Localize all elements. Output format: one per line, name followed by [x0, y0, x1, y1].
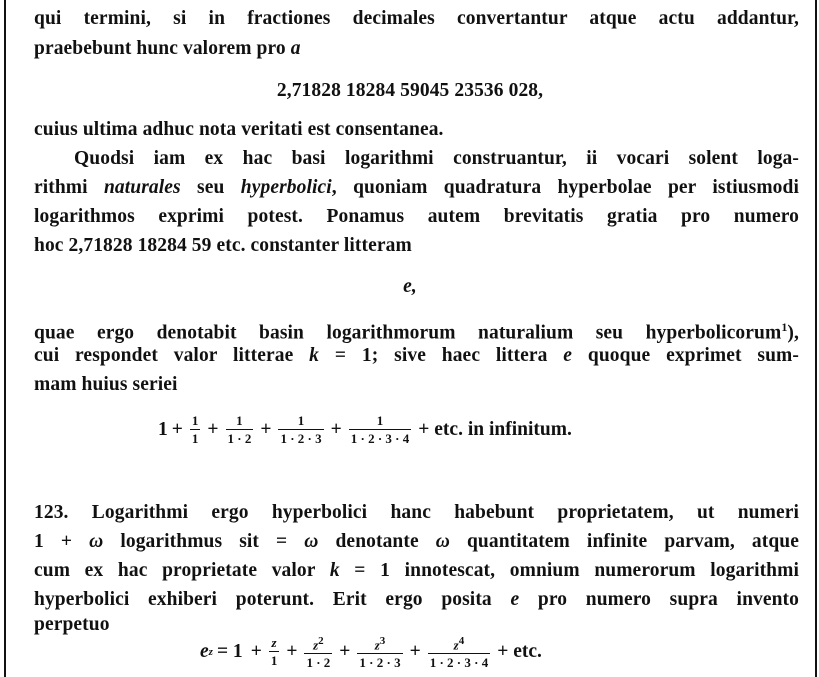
text-line-2: praebebunt hunc valorem pro a	[34, 38, 301, 59]
e-value-line: 2,71828 18284 59045 23536 028,	[276, 80, 544, 101]
text-line-8: quae ergo denotabit basin logarithmorum naturalium seu hyperbolicorum$^1$),	[34, 320, 799, 344]
series1-lead: 1	[158, 419, 168, 440]
series1-term-2: $\frac{1}{1 \cdot 2}$	[227, 413, 252, 446]
series2-term-3: $\frac{z^3}{1 \cdot 2 \cdot 3}$	[359, 635, 401, 671]
series-formula-2: e z = 1 + $\frac{z}{1}$ + $\frac{z^2}{1 \cdot 2}$ + $\frac{z^3}{1 \cdot 2 \cdot 3}$ + $\frac{z^4}{1 \cdot 2 \cdot 3 \cdot 4}$ + etc.	[200, 635, 542, 671]
e-symbol-line: e,	[403, 276, 417, 297]
text-line-6: logarithmos exprimi potest. Ponamus autem brevitatis gratia pro numero	[34, 206, 799, 227]
paragraph-123-line-1: 123. Logarithmi ergo hyperbolici hanc habebunt proprietatem, ut numeri	[34, 502, 799, 523]
series-formula-1: 1 + $\frac{1}{1}$ + $\frac{1}{1 \cdot 2}$ + $\frac{1}{1 \cdot 2 \cdot 3}$ + $\frac{1}{1 \cdot 2 \cdot 3 \cdot 4}$ + etc. in infinitum.	[158, 413, 572, 446]
page-border-left	[4, 0, 6, 677]
series2-term-4: $\frac{z^4}{1 \cdot 2 \cdot 3 \cdot 4}$	[429, 635, 489, 671]
page-border-right	[815, 0, 817, 677]
text-line-9: cui respondet valor litterae k = 1; sive haec littera e quoque exprimet sum-	[34, 345, 799, 366]
paragraph-123-line-2: 1 + ω logarithmus sit = ω denotante ω quantitatem infinite parvam, atque	[34, 531, 800, 552]
text-line-5: rithmi naturales seu hyperbolici, quoniam quadratura hyperbolae per istiusmodi	[34, 177, 799, 198]
text-line-4: Quodsi iam ex hac basi logarithmi construantur, ii vocari solent loga-	[74, 148, 799, 169]
paragraph-123-line-4: hyperbolici exhiberi poterunt. Erit ergo posita e pro numero supra invento	[34, 589, 800, 610]
series2-term-1: $\frac{z}{1}$	[270, 635, 278, 669]
text-line-1: qui termini, si in fractiones decimales convertantur atque actu addantur,	[34, 8, 799, 29]
series1-tail: + etc. in infinitum.	[418, 419, 572, 440]
paragraph-123-line-5: perpetuo	[34, 614, 110, 635]
series2-tail: + etc.	[497, 641, 542, 663]
text-line-3: cuius ultima adhuc nota veritati est consentanea.	[34, 119, 444, 140]
text-line-7: hoc 2,71828 18284 59 etc. constanter litteram	[34, 235, 412, 256]
series2-term-2: $\frac{z^2}{1 \cdot 2}$	[306, 635, 331, 671]
text-line-10: mam huius seriei	[34, 374, 178, 395]
series1-term-1: $\frac{1}{1}$	[191, 413, 199, 446]
paragraph-123-line-3: cum ex hac proprietate valor k = 1 innotescat, omnium numerorum logarithmi	[34, 560, 799, 581]
series1-term-3: $\frac{1}{1 \cdot 2 \cdot 3}$	[280, 413, 322, 446]
series2-eq: = 1	[216, 641, 243, 663]
series1-term-4: $\frac{1}{1 \cdot 2 \cdot 3 \cdot 4}$	[350, 413, 410, 446]
series2-base: e	[200, 641, 209, 663]
